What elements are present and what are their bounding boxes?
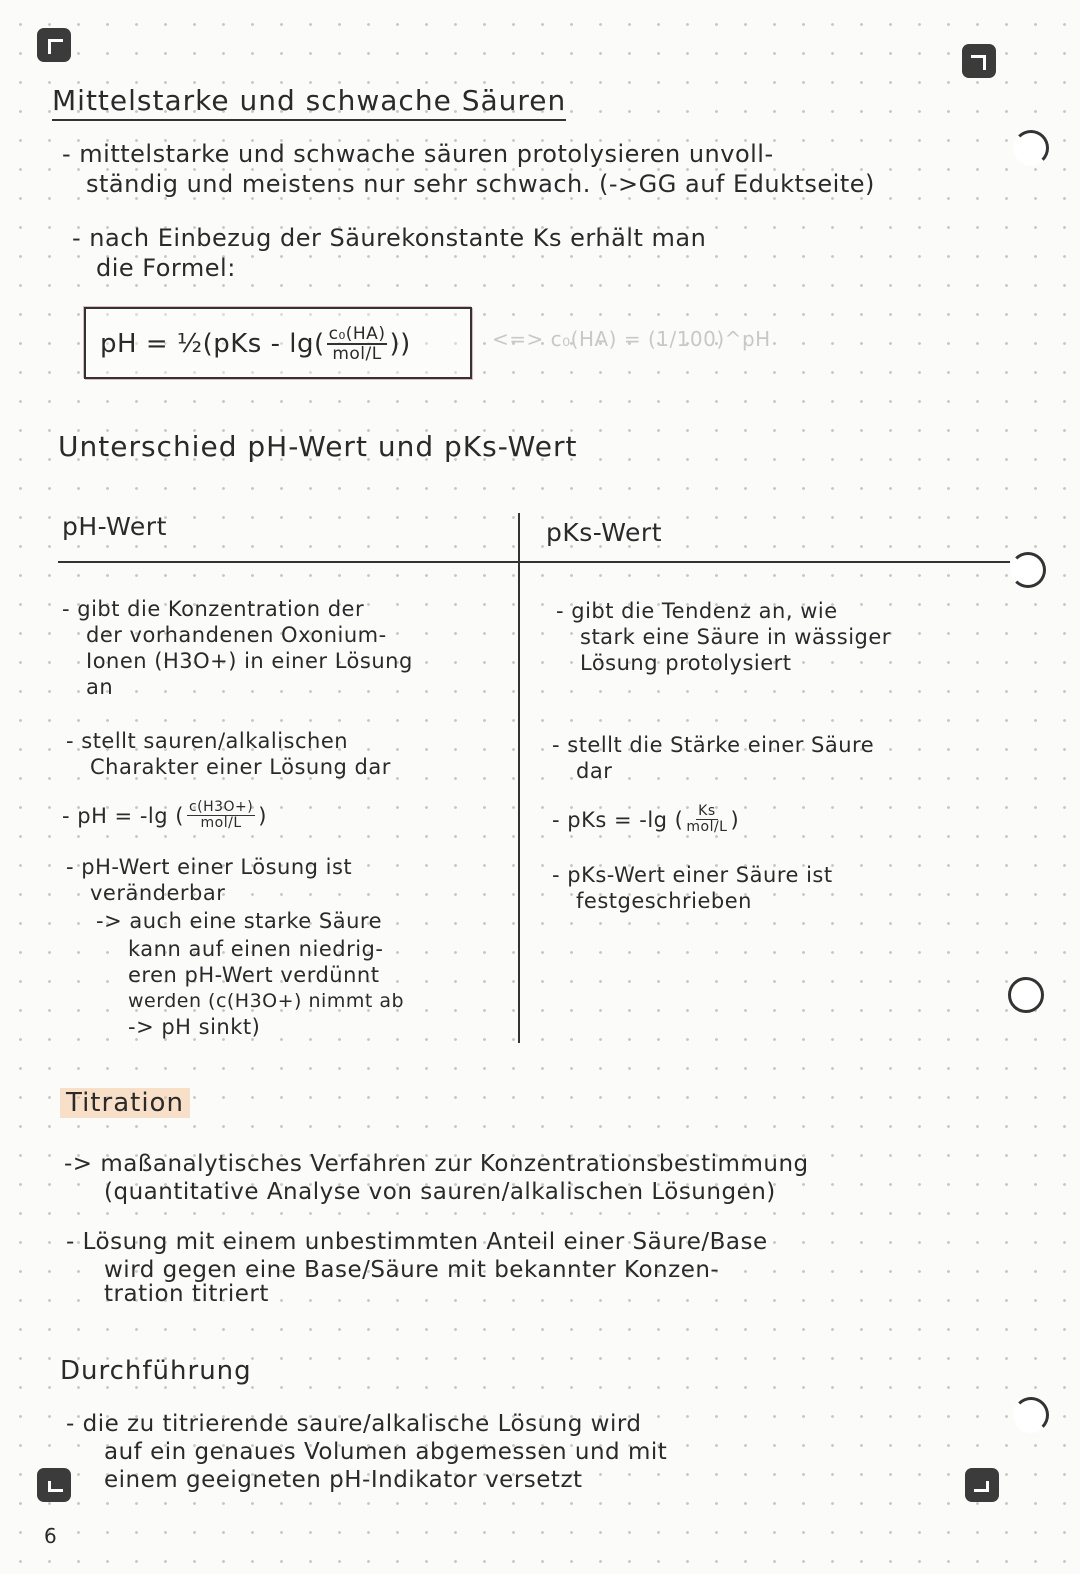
section-unterschied	[58, 430, 577, 463]
section-durchfuehrung	[60, 1356, 252, 1386]
table-divider-horizontal	[58, 561, 1010, 563]
text-line: auf ein genaues Volumen abgemessen und mit	[104, 1439, 668, 1465]
binder-ring-4	[1013, 1397, 1049, 1433]
formula-fraction	[187, 800, 255, 831]
text-line: -> pH sinkt)	[128, 1015, 261, 1039]
section-mittelstarke	[52, 84, 566, 121]
text-line: kann auf einen niedrig-	[128, 937, 384, 961]
corner-marker-bottom-left	[37, 1468, 71, 1502]
text-line: einem geeigneten pH-Indikator versetzt	[104, 1467, 583, 1493]
formula-ph-left	[62, 800, 267, 831]
col-header-ph-wert: pH-Wert	[62, 512, 167, 541]
text-line: veränderbar	[90, 881, 226, 905]
formula-denominator: mol/L	[200, 815, 242, 831]
formula-suffix: )	[730, 807, 740, 832]
formula-fraction	[327, 325, 388, 363]
text-line: dar	[576, 759, 613, 783]
formula-fraction	[686, 804, 727, 835]
formula-box-ph	[84, 307, 472, 379]
text-line: stark eine Säure in wässiger	[580, 625, 891, 649]
binder-ring-2	[1010, 552, 1046, 588]
text-line: die Formel:	[96, 254, 236, 282]
text-line: - Lösung mit einem unbestimmten Anteil einer Säure/Base	[66, 1229, 768, 1255]
corner-marker-top-right	[962, 44, 996, 78]
formula-ph	[100, 325, 411, 363]
col-header-pks-wert: pKs-Wert	[546, 518, 663, 547]
text-line: - mittelstarke und schwache säuren protolysieren unvoll-	[62, 140, 774, 168]
binder-ring-3	[1008, 977, 1044, 1013]
text-line: wird gegen eine Base/Säure mit bekannter Konzen-	[104, 1257, 720, 1283]
formula-prefix: - pH = -lg (	[62, 803, 184, 828]
formula-numerator: c₀(HA)	[328, 324, 386, 344]
text-line: -> maßanalytisches Verfahren zur Konzentrationsbestimmung	[64, 1151, 809, 1177]
section-title-durchfuehrung: Durchführung	[60, 1356, 252, 1386]
text-line: ständig und meistens nur sehr schwach. (->GG auf Eduktseite)	[86, 170, 875, 198]
formula-pks-right	[552, 804, 739, 835]
text-line: - pKs-Wert einer Säure ist	[552, 863, 833, 887]
text-line: festgeschrieben	[576, 889, 752, 913]
section-title-titration: Titration	[60, 1088, 190, 1118]
formula-numerator: Ks	[698, 803, 716, 819]
formula-denominator: mol/L	[686, 819, 728, 835]
faint-note: <=> c₀(HA) = (1/100)^pH	[492, 327, 771, 351]
corner-marker-top-left	[37, 28, 71, 62]
text-line: - gibt die Tendenz an, wie	[556, 599, 838, 623]
text-line: tration titriert	[104, 1281, 269, 1307]
section-title-unterschied: Unterschied pH-Wert und pKs-Wert	[58, 430, 578, 463]
text-line: an	[86, 675, 114, 699]
text-line: Lösung protolysiert	[580, 651, 792, 675]
table-divider-vertical	[518, 513, 520, 1043]
text-line: - nach Einbezug der Säurekonstante Ks erhält man	[72, 224, 707, 252]
text-line: - stellt sauren/alkalischen	[66, 729, 349, 753]
text-line: (quantitative Analyse von sauren/alkalischen Lösungen)	[104, 1179, 776, 1205]
text-line: eren pH-Wert verdünnt	[128, 963, 380, 987]
text-line: Ionen (H3O+) in einer Lösung	[86, 649, 413, 673]
page-number: 6	[44, 1524, 58, 1548]
text-line: - gibt die Konzentration der	[62, 597, 365, 621]
section-title-mittelstarke-saeuren: Mittelstarke und schwache Säuren	[52, 84, 566, 121]
text-line: - stellt die Stärke einer Säure	[552, 733, 875, 757]
formula-lhs: pH = ½(pKs - lg(	[100, 329, 325, 359]
binder-ring-1	[1013, 130, 1049, 166]
formula-numerator: c(H3O+)	[188, 799, 254, 815]
formula-denominator: mol/L	[332, 344, 382, 364]
formula-prefix: - pKs = -lg (	[552, 807, 684, 832]
text-line: der vorhandenen Oxonium-	[86, 623, 387, 647]
formula-rhs: ))	[389, 329, 411, 359]
text-line: -> auch eine starke Säure	[96, 909, 383, 933]
section-titration	[60, 1088, 190, 1118]
text-line: - die zu titrierende saure/alkalische Lösung wird	[66, 1411, 642, 1437]
text-line: Charakter einer Lösung dar	[90, 755, 391, 779]
formula-suffix: )	[258, 803, 267, 828]
corner-marker-bottom-right	[965, 1468, 999, 1502]
text-line: - pH-Wert einer Lösung ist	[66, 855, 353, 879]
text-line: werden (c(H3O+) nimmt ab	[128, 990, 405, 1012]
